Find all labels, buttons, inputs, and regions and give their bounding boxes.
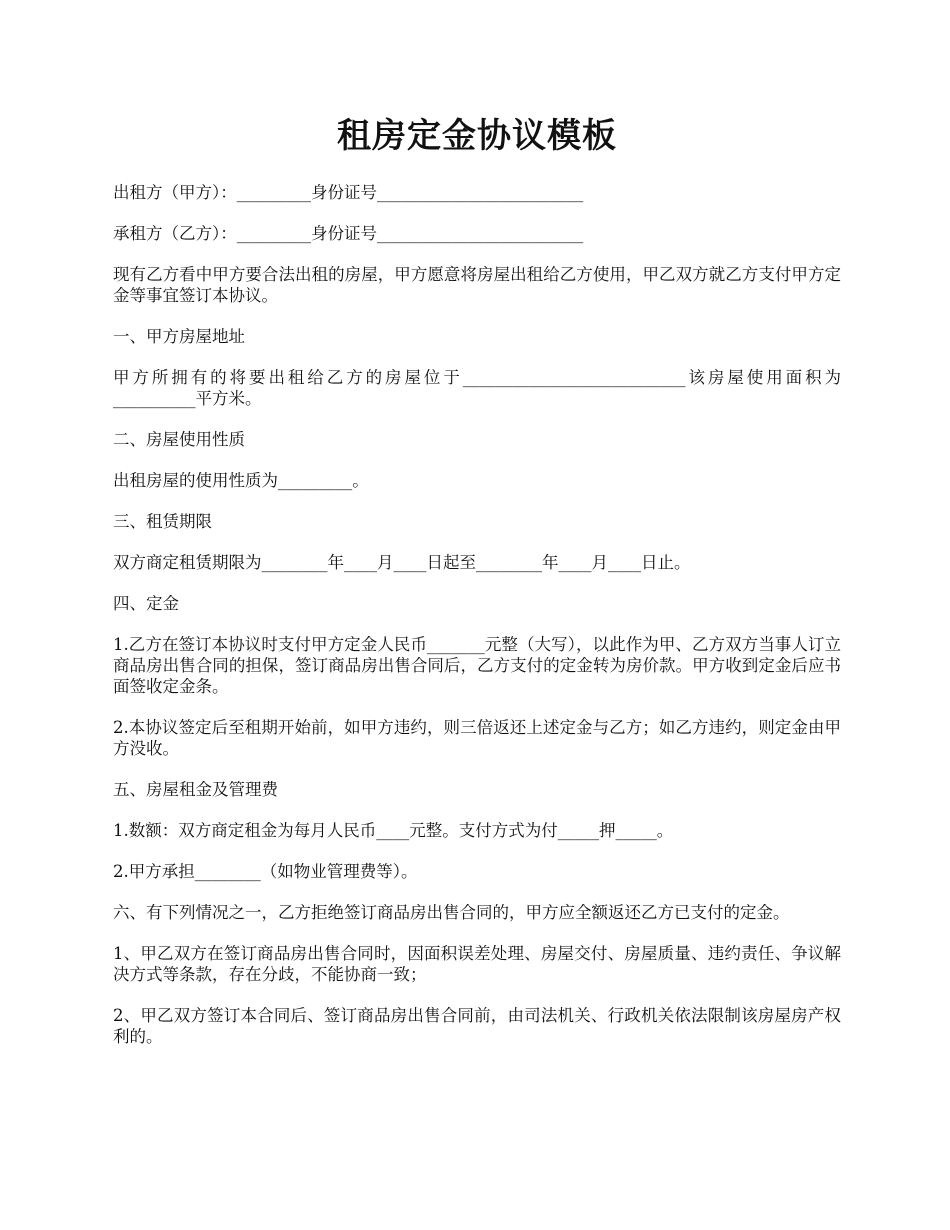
rent-clause-2: 2.甲方承担________（如物业管理费等）。 [113,862,418,881]
refund-clause-2: 2、甲乙双方签订本合同后、签订商品房出售合同前，由司法机关、行政机关依法限制该房屋房产权利的。 [113,1006,841,1046]
deposit-clause-1: 1.乙方在签订本协议时支付甲方定金人民币_______元整（大写），以此作为甲、乙方双方当事人订立商品房出售合同的担保，签订商品房出售合同后，乙方支付的定金转为房价款。甲方收到定金后应书面签收定金条。 [113,635,841,696]
address-paragraph: 甲方所拥有的将要出租给乙方的房屋位于___________________________该房屋使用面积为__________平方米。 [113,368,841,408]
section-heading-usage: 二、房屋使用性质 [113,430,245,449]
section-heading-refund: 六、有下列情况之一，乙方拒绝签订商品房出售合同的，甲方应全额返还乙方已支付的定金。 [113,903,790,922]
lessee-line: 承租方（乙方）：_________身份证号_________________________ [113,224,584,243]
document-page [113,108,841,1067]
intro-paragraph: 现有乙方看中甲方要合法出租的房屋，甲方愿意将房屋出租给乙方使用，甲乙双方就乙方支付甲方定金等事宜签订本协议。 [113,265,841,305]
refund-clause-1: 1、甲乙双方在签订商品房出售合同时，因面积误差处理、房屋交付、房屋质量、违约责任、争议解决方式等条款，存在分歧，不能协商一致； [113,944,841,984]
section-heading-address: 一、甲方房屋地址 [113,327,245,346]
document-title: 租房定金协议模板 [337,116,617,156]
term-paragraph: 双方商定租赁期限为________年____月____日起至________年____月____日止。 [113,553,691,572]
rent-clause-1: 1.数额：双方商定租金为每月人民币____元整。支付方式为付_____押_____。 [113,821,674,840]
usage-paragraph: 出租房屋的使用性质为_________。 [113,471,369,490]
deposit-clause-2: 2.本协议签定后至租期开始前，如甲方违约，则三倍返还上述定金与乙方；如乙方违约，则定金由甲方没收。 [113,718,841,758]
section-heading-deposit: 四、定金 [113,594,179,613]
section-heading-term: 三、租赁期限 [113,512,212,531]
lessor-line: 出租方（甲方）：_________身份证号_________________________ [113,183,584,202]
section-heading-rent: 五、房屋租金及管理费 [113,780,278,799]
